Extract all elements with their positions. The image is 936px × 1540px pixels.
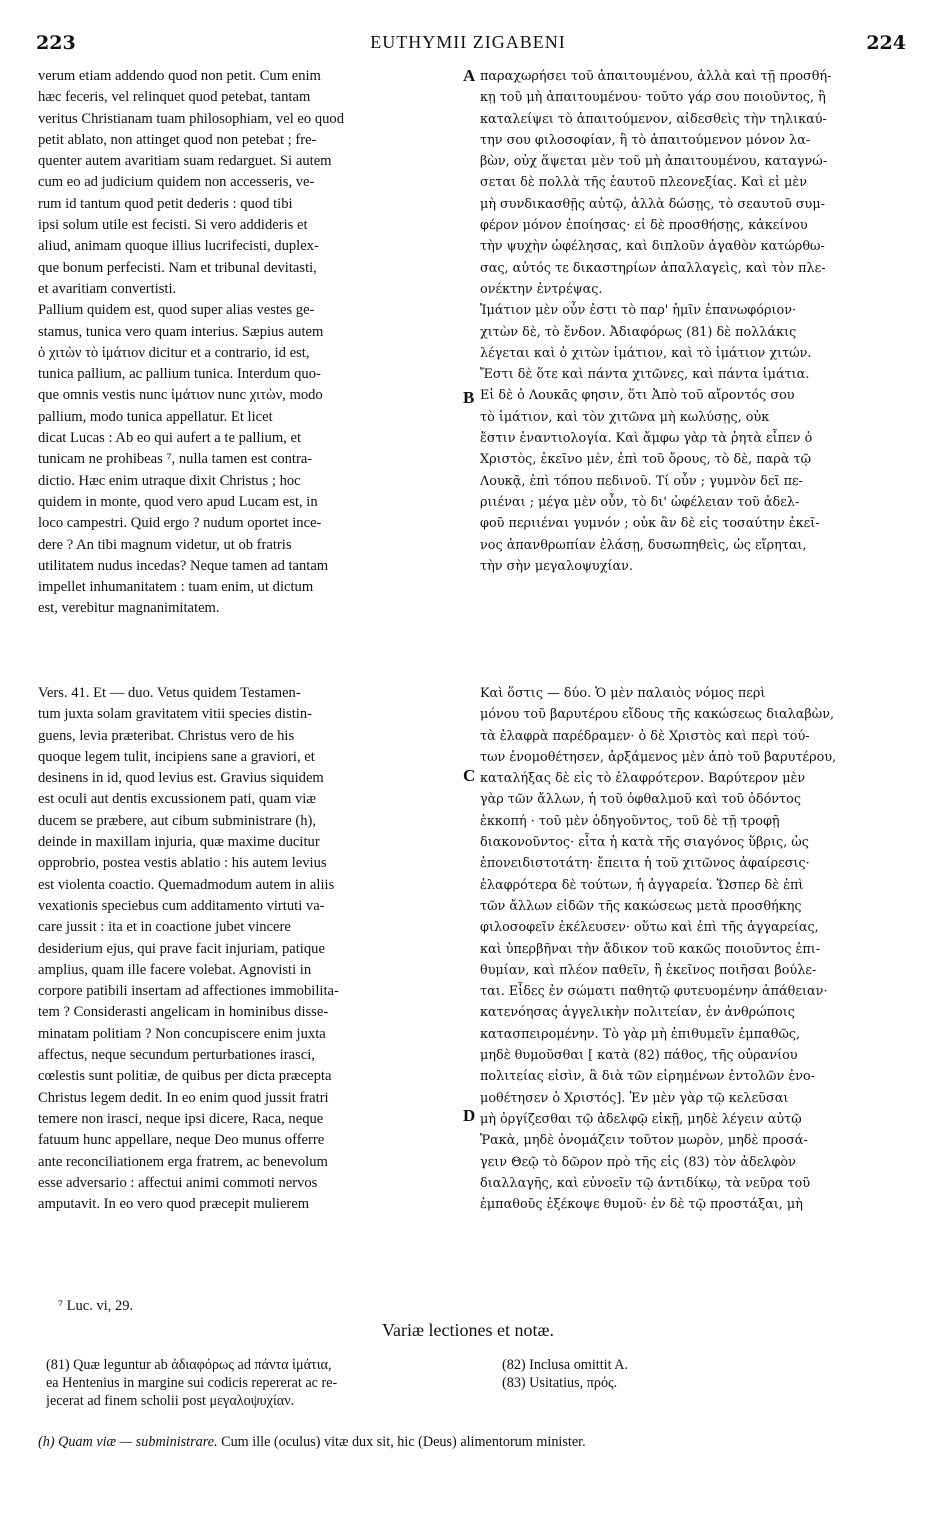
latin-line: dictio. Hæc enim utraque dixit Christus ; hoc	[38, 472, 301, 489]
greek-line: ἐλαφρότερα δὲ τούτων, ἡ ἀγγαρεία. Ὥσπερ δὲ ἐπὶ	[480, 877, 804, 893]
greek-line: κατενόησας ἀγγελικὴν πολιτείαν, ἐν ἀνθρώποις	[480, 1005, 795, 1021]
greek-line: Ἔστι δὲ ὅτε καὶ πάντα χιτῶνες, καὶ πάντα ἱμάτια.	[480, 367, 810, 383]
note-line: (83) Usitatius, πρός.	[502, 1375, 618, 1391]
greek-line: μηδὲ θυμοῦσθαι [ κατὰ (82) πάθος, τῆς οὐρανίου	[480, 1048, 798, 1064]
greek-column-top	[480, 66, 900, 577]
greek-line: τὰ ἐλαφρὰ παρέδραμεν· ὁ δὲ Χριστὸς καὶ περὶ τού-	[480, 728, 810, 744]
latin-line: quidem in monte, quod vero apud Lucam est, in	[38, 493, 318, 510]
latin-column-bottom	[38, 683, 458, 1215]
latin-line: amplius, quam ille facere volebat. Agnovisti in	[38, 961, 312, 978]
latin-line: que bonum perfecisti. Nam et tribunal devitasti,	[38, 259, 317, 276]
greek-line: Ἱμάτιον μὲν οὖν ἐστι τὸ παρ' ἡμῖν ἐπανωφόριον·	[480, 303, 797, 319]
latin-line: verum etiam addendo quod non petit. Cum enim	[38, 68, 321, 84]
latin-line: quoque legem tulit, incipiens sane a graviori, et	[38, 748, 315, 765]
greek-line: ριιέναι ; μέγα μὲν οὖν, τὸ δι' ὠφέλειαν τοῦ ἀδελ-	[480, 494, 800, 510]
greek-line: λέγεται καὶ ὁ χιτὼν ἱμάτιον, καὶ τὸ ἱμάτιον χιτών.	[480, 345, 812, 361]
latin-line: est violenta coactio. Quemadmodum autem in aliis	[38, 876, 335, 893]
latin-line: Vers. 41. Et — duo. Vetus quidem Testamen-	[38, 685, 301, 701]
greek-line: ται. Εἶδες ἐν σώματι παθητῷ φυτευομένην ἀπάθειαν·	[480, 984, 828, 1000]
greek-line: τὸ ἱμάτιον, καὶ τὸν χιτῶνα μὴ κωλύσῃς, οὐκ	[480, 409, 770, 425]
latin-line: veritus Christianam tuam philosophiam, vel eo quod	[38, 110, 345, 127]
latin-line: utilitatem nudus incedas? Neque tamen ad tantam	[38, 557, 329, 574]
greek-line: ἐμπαθοῦς ἐξέκοψε θυμοῦ· ἐν δὲ τῷ προστάξαι, μὴ	[480, 1197, 803, 1213]
notes-title: Variæ lectiones et notæ.	[382, 1320, 554, 1340]
latin-line: hæc feceris, vel relinquet quod petebat, tantam	[38, 89, 311, 106]
running-head	[30, 32, 906, 58]
margin-marker-b: B	[463, 388, 475, 407]
latin-line: impellet inhumanitatem : tuam enim, ut dictum	[38, 579, 314, 596]
greek-line: καταλείψει τὸ ἀπαιτούμενον, αἰδεσθεὶς τὴν τηλικαύ-	[480, 111, 827, 127]
latin-line: dere ? An tibi magnum videtur, ut ob fratris	[38, 536, 292, 553]
latin-line: ὁ χιτὼν τὸ ἱμάτιον dicitur et a contrario, id est,	[38, 344, 310, 361]
latin-line: ante reconciliationem erga fratrem, ac benevolum	[38, 1153, 328, 1170]
latin-column-top	[38, 66, 458, 620]
latin-line: cum eo ad judicium quidem non accesseris, ve-	[38, 174, 315, 191]
greek-line: διαλλαγῆς, καὶ εὐνοεῖν τῷ ἀντιδίκῳ, τὰ νεῦρα τοῦ	[480, 1175, 811, 1191]
greek-line: μόνου τοῦ βαρυτέρου εἴδους τῆς κακώσεως διαλαβὼν,	[480, 707, 835, 723]
latin-line: esse adversario : affectui animi commoti nervos	[38, 1174, 318, 1191]
greek-line: Χριστὸς, ἐκεῖνο μὲν, ἐπὶ τοῦ ὄρους, τὸ δὲ, παρὰ τῷ	[480, 452, 812, 468]
greek-line: την σου φιλοσοφίαν, ἢ τὸ ἀπαιτούμενον μόνον λα-	[480, 132, 811, 148]
latin-line: que omnis vestis nunc ἱμάτιον nunc χιτὼν, modo	[38, 387, 323, 404]
greek-line: τῶν ἄλλων εἰδῶν τῆς κακώσεως μετὰ προσθήκης	[480, 898, 802, 914]
right-page-number: 224	[866, 32, 906, 54]
latin-line: dicat Lucas : Ab eo qui aufert a te pallium, et	[38, 430, 302, 447]
greek-line: βὼν, οὐχ ἅψεται μὲν τοῦ μὴ ἀπαιτουμένου, καταγνώ-	[480, 154, 828, 170]
greek-line: Λουκᾷ, ἐπὶ τόπου πεδινοῦ. Τί οὖν ; γυμνὸν δεῖ πε-	[480, 473, 803, 489]
latin-line: aliud, animam quoque illius lucrifecisti, duplex-	[38, 238, 319, 255]
greek-line: ἐκκοπή · τοῦ μὲν ὁδηγοῦντος, τοῦ δὲ τῇ τροφῇ	[480, 813, 780, 829]
greek-line: μὴ ὀργίζεσθαι τῷ ἀδελφῷ εἰκῇ, μηδὲ λέγειν αὐτῷ	[480, 1111, 802, 1127]
greek-line: κῃ τοῦ μὴ ἀπαιτουμένου· τοῦτο γάρ σου ποιοῦντος, ἢ	[480, 90, 826, 106]
greek-line: γὰρ τῶν ἄλλων, ἡ τοῦ ὀφθαλμοῦ καὶ τοῦ ὀδόντος	[480, 792, 802, 808]
latin-line: est oculi aut dentis excussionem pati, quam viæ	[38, 791, 317, 808]
margin-marker-d: D	[463, 1106, 476, 1125]
left-page-number: 223	[36, 32, 76, 54]
note-h-lemma: Quam viæ — subministrare.	[58, 1434, 218, 1450]
latin-line: desinens in id, quod levius est. Gravius siquidem	[38, 770, 324, 787]
note-line: (81) Quæ leguntur ab ἀδιαφόρως ad πάντα ἱμάτια,	[46, 1357, 332, 1373]
margin-marker-c: C	[463, 766, 476, 785]
latin-line: tem ? Considerasti angelicam in hominibus disse-	[38, 1004, 329, 1021]
latin-line: Christus legem dedit. In eo enim quod jussit fratri	[38, 1089, 329, 1106]
greek-line: μοθέτησεν ὁ Χριστός]. Ἐν μὲν γὰρ τῷ κελεῦσαι	[480, 1090, 789, 1106]
greek-line: θυμίαν, καὶ πλέον παθεῖν, ἢ ἐκεῖνος ποιῆσαι βούλε-	[480, 962, 817, 978]
greek-line: καταλήξας δὲ εἰς τὸ ἐλαφρότερον. Βαρύτερον μὲν	[480, 771, 806, 787]
greek-line: σεται δὲ πολλὰ τῆς ἑαυτοῦ πλεονεξίας. Καὶ εἰ μὲν	[480, 175, 807, 191]
latin-line: deinde in maxillam injuria, quæ maxime ducitur	[38, 834, 320, 851]
notes-right	[502, 1356, 902, 1392]
latin-line: ducem se præbere, aut cibum subministrare (h),	[38, 812, 317, 829]
greek-line: ἐπονειδιστοτάτη· ἔπειτα ἡ τοῦ χιτῶνος ἀφαίρεσις·	[480, 856, 810, 872]
latin-line: quenter autem avaritiam suam redarguet. Si autem	[38, 153, 332, 170]
latin-line: guens, levia præteribat. Christus vero de his	[38, 727, 295, 744]
note-line: jecerat ad finem scholii post μεγαλοψυχίαν.	[46, 1393, 295, 1409]
latin-line: et avaritiam convertisti.	[38, 280, 177, 297]
greek-line: ἔστιν ἐναντιολογία. Καὶ ἄμφω γὰρ τὰ ῥητὰ εἶπεν ὁ	[480, 431, 813, 447]
latin-line: Pallium quidem est, quod super alias vestes ge-	[38, 302, 315, 319]
latin-line: ipsi solum utile est fecisti. Si vero addideris et	[38, 217, 308, 234]
latin-line: opprobrio, postea vestis ablatio : his autem levius	[38, 855, 327, 872]
greek-line: Εἰ δὲ ὁ Λουκᾶς φησιν, ὅτι Ἀπὸ τοῦ αἴροντός σου	[480, 388, 795, 404]
notes-left	[46, 1356, 466, 1410]
latin-line: petit ablato, non attinget quod non petebat ; fre-	[38, 131, 317, 148]
greek-line: Ῥακὰ, μηδὲ ὀνομάζειν τοῦτον μωρὸν, μηδὲ προσά-	[480, 1133, 808, 1149]
latin-line: affectus, neque secundum perturbationes irasci,	[38, 1047, 315, 1064]
latin-line: vexationis speciebus cum additamento virtuti va-	[38, 897, 325, 914]
note-h-label: (h)	[38, 1434, 55, 1450]
latin-line: rum id tantum quod petit dederis : quod tibi	[38, 195, 293, 212]
footnote: ⁷ Luc. vi, 29.	[58, 1298, 134, 1314]
note-line: ea Hentenius in margine sui codicis repererat ac re-	[46, 1375, 338, 1391]
latin-line: minatam politiam ? Non concupiscere enim juxta	[38, 1025, 326, 1042]
greek-line: μὴ συνδικασθῇς αὐτῷ, ἀλλὰ δώσῃς, τὸ σεαυτοῦ συμ-	[480, 196, 825, 212]
latin-line: stamus, tunica vero quam interius. Sæpius autem	[38, 323, 324, 340]
latin-line: tum juxta solam gravitatem vitii species distin-	[38, 706, 312, 723]
greek-line: κατασπειρομένην. Τὸ γὰρ μὴ ἐπιθυμεῖν ἐμπαθῶς,	[480, 1026, 801, 1042]
greek-line: φιλοσοφεῖν ἐκέλευσεν· οὕτω καὶ ἐπὶ τῆς ἀγγαρείας,	[480, 920, 819, 936]
latin-line: loco campestri. Quid ergo ? nudum oportet ince-	[38, 515, 322, 532]
latin-line: pallium, modo tunica appellatur. Et licet	[38, 408, 273, 425]
latin-line: fatuum hunc appellare, neque Deo munus offerre	[38, 1132, 325, 1149]
latin-line: cœlestis sunt politiæ, de quibus per dicta præcepta	[38, 1068, 332, 1085]
greek-line: ονέκτην ἐντρέψας.	[480, 281, 603, 297]
latin-line: care jussit : ita et in coactione jubet vincere	[38, 919, 291, 936]
latin-line: tunica pallium, ac pallium tunica. Interdum quo-	[38, 366, 321, 383]
note-line: (82) Inclusa omittit A.	[502, 1357, 629, 1373]
latin-line: corpore patibili insertam ad affectiones immobilita-	[38, 983, 339, 1000]
greek-line: παραχωρήσει τοῦ ἀπαιτουμένου, ἀλλὰ καὶ τῇ προσθή-	[480, 69, 832, 84]
greek-line: φέρον μόνον ἐποίησας· εἰ δὲ προσθήσῃς, κἀκείνου	[480, 218, 808, 234]
latin-line: tunicam ne prohibeas ⁷, nulla tamen est contra-	[38, 451, 313, 468]
latin-line: temere non irasci, neque ipsi dicere, Raca, neque	[38, 1110, 324, 1127]
latin-line: amputavit. In eo vero quod præcepit mulierem	[38, 1196, 310, 1213]
greek-line: σας, αὐτός τε δικαστηρίων ἀπαλλαγεὶς, καὶ τὸν πλε-	[480, 260, 826, 276]
greek-line: γειν Θεῷ τὸ δῶρον πρὸ τῆς εἰς (83) τὸν ἀδελφὸν	[480, 1154, 796, 1170]
greek-column-bottom	[480, 683, 900, 1215]
greek-line: διακονοῦντος· εἶτα ἡ κατὰ τῆς σιαγόνος ὕβρις, ὡς	[480, 835, 809, 851]
greek-line: Καὶ ὅστις — δύο. Ὁ μὲν παλαιὸς νόμος περὶ	[480, 686, 766, 701]
running-title: EUTHYMII ZIGABENI	[370, 32, 566, 52]
margin-marker-a: A	[463, 66, 476, 85]
latin-line: est, verebitur magnanimitatem.	[38, 600, 220, 617]
note-h	[38, 1434, 918, 1451]
greek-line: φοῦ περιιέναι γυμνόν ; οὐκ ἂν δὲ εἰς τοσαύτην ἐκεῖ-	[480, 516, 820, 532]
greek-line: καὶ ὑπερβῆναι τὴν ἄδικον τοῦ κακῶς ποιοῦντος ἐπι-	[480, 941, 821, 957]
greek-line: πολιτείας εἰσὶν, ἃ διὰ τῶν εἰρημένων ἐντολῶν ἐνο-	[480, 1069, 816, 1085]
greek-line: νος ἀπανθρωπίαν ἐλάσῃ, δυσωπηθεὶς, ὡς εἴρηται,	[480, 537, 807, 553]
greek-line: χιτὼν δὲ, τὸ ἔνδον. Ἀδιαφόρως (81) δὲ πολλάκις	[480, 324, 797, 340]
latin-line: desiderium ejus, qui prave facit injuriam, patique	[38, 940, 325, 957]
note-h-text: Cum ille (oculus) vitæ dux sit, hic (Deus) alimentorum minister.	[221, 1434, 586, 1450]
greek-line: τὴν ψυχὴν ὠφέλησας, καὶ διπλοῦν ἀγαθὸν κατώρθω-	[480, 239, 825, 255]
greek-line: τὴν σὴν μεγαλοψυχίαν.	[480, 558, 633, 574]
greek-line: των ἐνομοθέτησεν, ἀρξάμενος μὲν ἀπὸ τοῦ βαρυτέρου,	[480, 749, 837, 765]
